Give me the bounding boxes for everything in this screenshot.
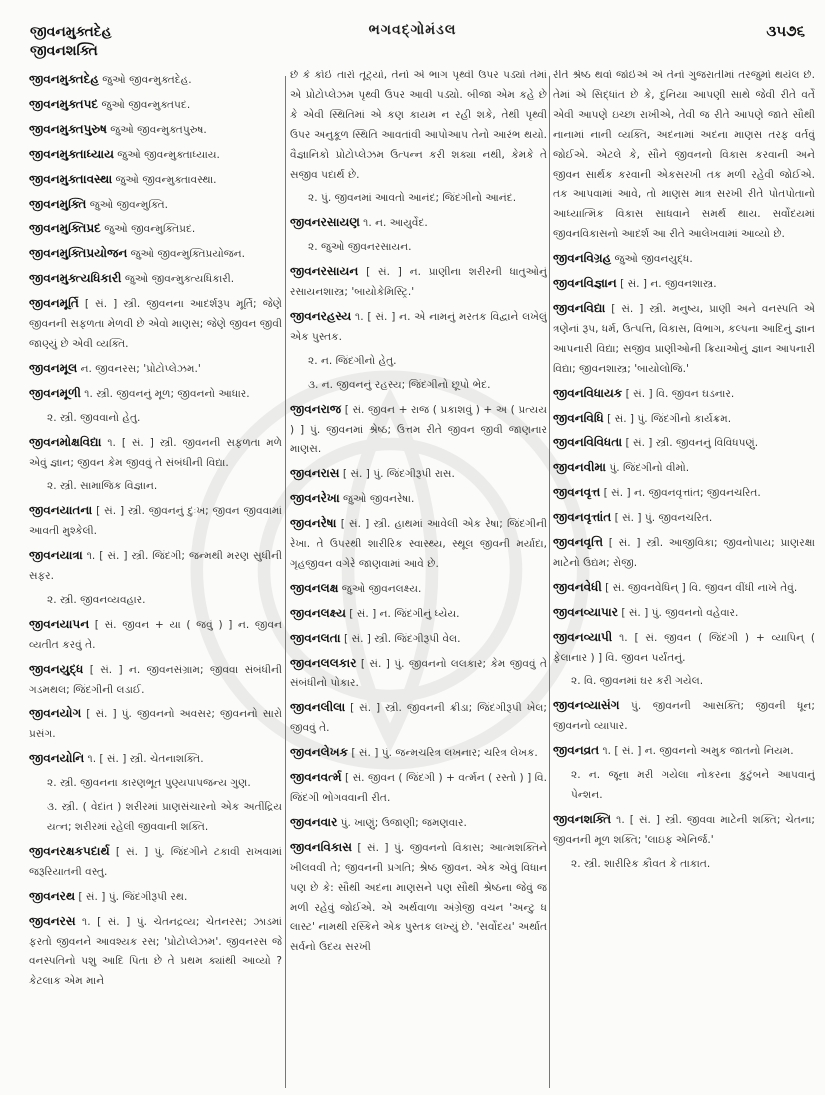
definition-text: [ સં. ] પું. જિંદગીને ટકાવી રાખવામાં જરૂરિયાતની વસ્તુ.: [29, 845, 282, 878]
definition-text: [ સં. ] સ્ત્રી. મનુષ્ય, પ્રાણી અને વનસ્પતિ એ ત્રણેનાં રૂપ, ધર્મ, ઉત્પત્તિ, વિકાસ, વિભાગ, કલ્પના આદિનું જ્ઞાન આપનારી વિદ્યા; સજીવ પ્રાણીઓની ક્રિયાઓનું જ્ઞાન આપનારી વિદ્યા; જીવનશાસ્ત્ર; 'બાયોલોજિ.': [553, 302, 815, 375]
definition-text: [ સં. જીવનવેધિન્ ] વિ. જીવન વીંધી નાખે તેવું.: [601, 581, 798, 594]
headword: જીવનવર્ત્મ: [290, 770, 342, 785]
definition-text: ૩. સ્ત્રી. ( વેદાંત ) શરીરમાં પ્રાણસંચારનો એક અતીંદ્રિય યત્ન; શરીરમાં રહેલી જીવવાની શક્તિ.: [47, 801, 282, 833]
entry-sense: [47, 477, 282, 497]
definition-text: જુઓ જીવનરેષા.: [339, 493, 415, 506]
entry-sense: [308, 352, 547, 372]
headword: જીવનમૂળી: [29, 385, 81, 400]
headword: જીવનવૃત્ત: [553, 485, 601, 500]
dictionary-entry: [29, 842, 282, 883]
definition-text: [ સં. ] પું. જીવનચરિત.: [611, 512, 713, 525]
headword: જીવનમોક્ષવિદ્યા: [29, 434, 102, 449]
headword: જીવનરસાયણ: [290, 215, 360, 230]
definition-text: જુઓ જીવન્મુક્તિ.: [86, 198, 169, 211]
dictionary-entry: [290, 514, 547, 575]
dictionary-entry: [290, 464, 547, 485]
entry-sense: [571, 766, 815, 806]
definition-text: [ સં. ] ન. પ્રાણીના શરીરની ધાતુઓનું રસાયનશાસ્ત્ર; 'બાયોકેમિસ્ટ્રિ.': [290, 266, 547, 299]
headword: જીવનવીમા: [553, 460, 606, 475]
definition-text: ૧. [ સં. ] સ્ત્રી. જીવવા માટેની શક્તિ; ચેતના; જીવનની મૂળ શક્તિ; 'લાઇફ એનિર્જ.': [553, 813, 815, 846]
dictionary-entry: [290, 654, 547, 695]
definition-text: ૧. [ સં. ] સ્ત્રી. જિંદગી; જન્મથી મરણ સુધીની સફર.: [29, 550, 282, 583]
dictionary-entry: [290, 629, 547, 650]
entry-sense: [571, 672, 815, 692]
page-header: [0, 0, 825, 70]
definition-text: પું. જિંદગીનો વીમો.: [605, 462, 690, 475]
headword: જીવનવિવિધતા: [553, 435, 623, 450]
definition-text: ૧. [ સં. જીવન ( જિંદગી ) + વ્યાપિન્ ( ફેલાનાર ) ] વિ. જીવન પર્યંતનું.: [553, 631, 815, 664]
headword: જીવનમુક્ત્યધિકારી: [29, 271, 122, 286]
dictionary-entry: [29, 546, 282, 587]
headword: જીવનરેષા: [290, 516, 337, 531]
dictionary-entry: [553, 810, 815, 851]
dictionary-entry: [553, 628, 815, 669]
headword: જીવનરેખા: [290, 491, 340, 506]
headword: જીવનયાપન: [29, 616, 90, 631]
definition-text: ન. જીવનરસ; 'પ્રોટોપ્લેઝમ.': [77, 362, 201, 375]
definition-text: ૧. ન. આયુર્વેદ.: [359, 217, 428, 230]
dictionary-entry: [290, 698, 547, 739]
definition-text: ૨. જુઓ જીવનરસાયન.: [308, 241, 412, 254]
dictionary-entry: [553, 741, 815, 762]
definition-text: [ સં. ] પું. જિંદગીનો કાર્યક્રમ.: [603, 412, 732, 425]
dictionary-entry: [290, 213, 547, 234]
definition-text: રીતે શ્રેષ્ઠ થવો જોઈએ એ તેનો ગુજરાતીમાં તરજુમો થયેલ છે. તેમાં એ સિદ્ધાંત છે કે, દુનિયા આપણી સાથે જેવી રીતે વર્તે એવી આપણે ઇચ્છા રાખીએ, તેવી જ રીતે આપણે જાતે સૌથી નાનામાં નાની વ્યક્તિ, અદનામાં અદના માણસ તરફ વર્તવું જોઈએ. એટલે કે, સૌને જીવનનો વિકાસ કરવાની અને જીવન સાર્થક કરવાની એકસરખી તક મળી રહેવી જોઈએ. તક આપવામાં આવે, તો માણસ માત્ર સરખી રીતે પોતપોતાનો આધ્યાત્મિક વિકાસ સાધવાને સમર્થ થાય. સર્વોદયમાં જીવનવિકાસનો આદર્શ આ રીતે આલેખવામાં આવ્યો છે.: [553, 70, 815, 241]
headword: જીવનલલકાર: [290, 655, 357, 670]
definition-text: જુઓ જીવન્મુક્ત્યધિકારી.: [121, 273, 235, 286]
headword: જીવનમુક્તપદ: [29, 96, 99, 111]
dictionary-entry: [29, 501, 282, 542]
dictionary-entry: [29, 384, 282, 405]
dictionary-entry: [290, 604, 547, 625]
definition-text: [ સં. ] ન. જિંદગીનું ધ્યેય.: [345, 607, 460, 620]
headword: જીવનયોગ: [29, 706, 82, 721]
dictionary-entry: [290, 743, 547, 764]
dictionary-entry: [29, 95, 282, 116]
dictionary-entry: [29, 170, 282, 191]
definition-text: ૨. વિ. જીવનમાં ઘર કરી ગયેલ.: [571, 675, 704, 688]
definition-text: ૨. ન. જિંદગીનો હેતુ.: [308, 354, 397, 367]
dictionary-entry: [290, 400, 547, 461]
dictionary-entry: [29, 219, 282, 240]
headword: જીવનરક્ષકપદાર્થ: [29, 843, 110, 858]
headword: જીવનવિદ્યા: [553, 300, 606, 315]
headword: જીવનવિજ્ઞાન: [553, 276, 617, 291]
entry-sense: [308, 189, 547, 209]
definition-text: [ સં. ] વિ. જીવન ઘડનાર.: [622, 387, 735, 400]
dictionary-entry: [553, 433, 815, 454]
dictionary-entry: [29, 433, 282, 474]
definition-text: છે કે કોઈ તારો તૂટ્યો, તેનો એ ભાગ પૃથ્વી ઉપર પડ્યો તેમાં એ પ્રોટોપ્લેઝમ પૃથ્વી ઉપર આવી પડ્યો. બીજા એમ કહે છે કે એવી સ્થિતિમાં એ કણ કાયમ ન રહી શકે, તેથી પૃથ્વી ઉપર અનુકૂળ સ્થિતિ આવતાંવી આપોઆપ તેનો આરંભ થયો. વૈજ્ઞાનિકો પ્રોટોપ્લેઝમ ઉત્પન્ન કરી શક્યા નથી, કેમકે તે સજીવ પદાર્થ છે.: [290, 70, 547, 181]
definition-text: ૧. [ સં. ] સ્ત્રી. ચેતનાશક્તિ.: [84, 753, 204, 766]
headword: જીવનલક્ષ્ય: [290, 605, 346, 620]
definition-text: [ સં. ] સ્ત્રી. જીવનના આદર્શરૂપ મૂર્તિ; જેણે જીવનની સફળતા મેળવી છે એવો માણસ; જેણે જીવન જીવી જાણ્યું છે એવી વ્યક્તિ.: [29, 298, 282, 350]
definition-text: ૧. [ સં. ] પું. ચેતનદ્રવ્ય; ચેતનરસ; ઝાડમાં ફરતો જીવનને આવશ્યક રસ; 'પ્રોટોપ્લેઝમ'. જીવનરસ જે વનસ્પતિનો પશુ આદિ પિતા છે તે પ્રથમ ક્યાંથી આવ્યો ? કેટલાક એમ માને: [29, 915, 282, 988]
definition-text: ૧. [ સં. ] સ્ત્રી. જીવનની સફળતા મળે એવું જ્ઞાન; જીવન કેમ જીવવું તે સંબંધીની વિદ્યા.: [29, 436, 282, 469]
headword: જીવનમૂર્તિ: [29, 296, 79, 311]
dictionary-entry: [29, 912, 282, 993]
definition-text: જુઓ જીવન્મુક્તપુરુષ.: [106, 123, 207, 136]
guide-word-bottom: જીવનશક્તિ: [30, 43, 98, 59]
entry-sense: [308, 238, 547, 258]
headword: જીવનવેધી: [553, 579, 602, 594]
definition-text: [ સં. ] ન. જીવનશાસ્ત્ર.: [616, 278, 717, 291]
definition-text: [ સં. જીવન ( જિંદગી ) + વર્ત્મન ( રસ્તો ) ] વિ. જિંદગી ભોગવવાની રીત.: [290, 772, 547, 804]
headword: જીવનવાર: [290, 814, 338, 829]
definition-text: [ સં. ] સ્ત્રી. હાથમાં આવેલી એક રેષા; જિંદગીની રેખા. તે ઉપરથી શારીરિક સ્વાસ્થ્ય, સ્થૂલ જીવની મર્યાદા, ગૃહજીવન વગેરે જાણવામાં આવે છે.: [290, 518, 547, 570]
headword: જીવનવિધિ: [553, 410, 604, 425]
headword: જીવનલીલા: [290, 700, 346, 715]
definition-text: ૧. [ સં. ] ન. જીવનનો અમુક જાતનો નિયમ.: [599, 745, 794, 758]
headword: જીવનલતા: [290, 630, 341, 645]
dictionary-entry: [290, 489, 547, 510]
dictionary-entry: [29, 359, 282, 380]
definition-text: જુઓ જીવનલક્ષ્ય.: [338, 582, 422, 595]
dictionary-entry: [290, 768, 547, 809]
headword: જીવનવિગ્રહ: [553, 251, 612, 266]
definition-text: જુઓ જીવન્મુક્તપદ.: [98, 98, 191, 111]
headword: જીવનમૂલ: [29, 360, 78, 375]
dictionary-entry: [553, 409, 815, 430]
definition-text: ૧. સ્ત્રી. જીવનનું મૂળ; જીવનનો આધાર.: [80, 387, 250, 400]
entries-column-middle: [290, 70, 547, 1088]
definition-text: જુઓ જીવન્મુક્તદેહ.: [98, 74, 192, 86]
dictionary-entry: [553, 533, 815, 574]
column-divider: [285, 76, 286, 1088]
headword: જીવનયાત્રા: [29, 548, 83, 563]
dictionary-entry: [290, 579, 547, 600]
guide-word-top: જીવનમુક્તદેહ: [30, 24, 112, 40]
definition-text: જુઓ જીવન્મુક્તિપ્રયોજન.: [127, 248, 246, 261]
definition-text: પું. જીવનની આસક્તિ; જીવની ધૂન; જીવનનો વ્યાપાર.: [553, 700, 815, 733]
dictionary-entry: [29, 195, 282, 216]
dictionary-entry: [290, 262, 547, 303]
running-title: ભગવદ્ગોમંડલ: [368, 22, 457, 38]
headword: જીવનરસ: [29, 913, 76, 928]
entry-sense: [308, 376, 547, 396]
headword: જીવનવિકાસ: [290, 839, 352, 854]
page-number: ૩૫૭૬: [766, 22, 805, 40]
dictionary-entry: [553, 299, 815, 380]
dictionary-entry: [553, 70, 815, 245]
headword: જીવનયાતના: [29, 503, 93, 518]
headword: જીવનવ્યાપાર: [553, 604, 618, 619]
dictionary-entry: [290, 70, 547, 185]
dictionary-entry: [553, 696, 815, 737]
dictionary-entry: [290, 813, 547, 834]
dictionary-entry: [29, 269, 282, 290]
headword: જીવનલક્ષ: [290, 580, 339, 595]
dictionary-entry: [553, 274, 815, 295]
headword: જીવનલેખક: [290, 745, 349, 760]
headword: જીવનમુક્તાધ્યાય: [29, 146, 114, 161]
headword: જીવનમુક્તિપ્રયોજન: [29, 246, 128, 261]
entries-column-right: [553, 70, 815, 1088]
dictionary-entry: [553, 508, 815, 529]
headword: જીવનરહસ્ય: [290, 308, 352, 323]
definition-text: [ સં. ] ન. જીવનસંગ્રામ; જીવવા સંબંધીની ગડમથલ; જિંદગીની લડાઈ.: [29, 663, 282, 696]
definition-text: [ સં. ] સ્ત્રી. આજીવિકા; જીવનોપાય; પ્રાણરક્ષા માટેનો ઉદ્યમ; રોજી.: [553, 537, 815, 569]
headword: જીવનવ્રત: [553, 743, 600, 758]
definition-text: પું. ખાણું; ઉજાણી; જમણવાર.: [337, 816, 467, 829]
definition-text: [ સં. ] પું. જિંદગીરૂપી રથ.: [75, 890, 188, 903]
headword: જીવનરસાયન: [290, 264, 359, 279]
dictionary-entry: [29, 244, 282, 265]
headword: જીવનવ્યાસંગ: [553, 698, 620, 713]
entry-sense: [47, 774, 282, 794]
dictionary-entry: [553, 603, 815, 624]
headword: જીવનરથ: [29, 888, 76, 903]
definition-text: ૨. ન. જૂના મરી ગયેલા નોકરના કુટુંબને આપવાનું પેન્શન.: [571, 769, 815, 801]
definition-text: જુઓ જીવનયુદ્ધ.: [611, 253, 693, 266]
definition-text: જુઓ જીવન્મુક્તાવસ્થા.: [112, 173, 217, 186]
headword: જીવનરાજ: [290, 401, 342, 416]
definition-text: [ સં. ] પું. જન્મચરિત્ર લખનાર; ચરિત્ર લેખક.: [348, 747, 538, 760]
definition-text: [ સં. ] પું. જીવનનો વિકાસ; આત્મશક્તિને ખીલવવી તે; જીવનની પ્રગતિ; શ્રેષ્ઠ જીવન. એક એવું વિધાન પણ છે કે: સૌથી અદના માણસને પણ સૌથી શ્રેષ્ઠના જેવું જ મળી રહેવું જોઈએ. એ અર્થવાળા અંગ્રેજી વચન 'અન્ટુ ધ લાસ્ટ' નામથી રસ્કિને એક પુસ્તક લખ્યું છે. 'સર્વોદય' અર્થાત સર્વનો ઉદય સરખી: [290, 841, 547, 954]
entries-column-left: [29, 70, 282, 1088]
headword: જીવનમુક્તાવસ્થા: [29, 171, 113, 186]
dictionary-entry: [29, 294, 282, 355]
entry-sense: [47, 798, 282, 838]
headword: જીવનરાસ: [290, 466, 340, 481]
definition-text: [ સં. જીવન + રાજ ( પ્રકાશવું ) + અ ( પ્રત્યય ) ] પું. જીવનમાં શ્રેષ્ઠ; ઉત્તમ રીતે જીવન જીવી જાણનાર માણસ.: [290, 403, 547, 456]
dictionary-entry: [553, 458, 815, 479]
dictionary-entry: [290, 307, 547, 348]
definition-text: ૨. સ્ત્રી. શારીરિક કૌવત કે તાકાત.: [571, 857, 711, 870]
definition-text: ૩. ન. જીવનનું રહસ્ય; જિંદગીનો છૂપો ભેદ.: [308, 378, 491, 391]
definition-text: ૨. પું. જીવનમાં આવતો આનંદ; જિંદગીનો આનંદ.: [308, 192, 517, 205]
headword: જીવનમુક્તિપ્રદ: [29, 221, 101, 236]
headword: જીવનવૃત્તાંત: [553, 510, 612, 525]
dictionary-entry: [29, 615, 282, 656]
definition-text: [ સં. ] પું. જીવનનો લલકાર; કેમ જીવવું તે સંબંધીનો પોકાર.: [290, 657, 547, 690]
definition-text: [ સં. જીવન + યા ( જવું ) ] ન. જીવન વ્યતીત કરવું તે.: [29, 618, 282, 651]
dictionary-entry: [29, 145, 282, 166]
headword: જીવનવ્યાપી: [553, 629, 613, 644]
dictionary-entry: [553, 483, 815, 504]
headword: જીવનવિધાયક: [553, 385, 623, 400]
definition-text: [ સં. ] પું. જિંદગીરૂપી રાસ.: [339, 468, 455, 481]
dictionary-entry: [553, 249, 815, 270]
definition-text: [ સં. ] ન. જીવનવૃત્તાંત; જીવનચરિત.: [600, 487, 761, 500]
dictionary-entry: [29, 660, 282, 701]
dictionary-entry: [29, 70, 282, 91]
dictionary-entry: [29, 887, 282, 908]
entry-sense: [47, 409, 282, 429]
entry-sense: [47, 591, 282, 611]
dictionary-entry: [553, 578, 815, 599]
definition-text: જુઓ જીવન્મુક્તિપ્રદ.: [100, 223, 196, 236]
definition-text: [ સં. ] પું. જીવનનો અવસર; જીવનનો સારો પ્રસંગ.: [29, 708, 282, 741]
definition-text: ૨. સ્ત્રી. જીવનના કારણભૂત પુણ્યપાપજન્ય ગુણ.: [47, 777, 251, 790]
definition-text: [ સં. ] સ્ત્રી. જીવનનું વિવિધપણું.: [622, 437, 759, 450]
definition-text: [ સં. ] પું. જીવનનો વહેવાર.: [617, 606, 739, 619]
definition-text: [ સં. ] સ્ત્રી. જીવનનું દુઃખ; જીવન જીવવામાં આવતી મુશ્કેલી.: [29, 505, 282, 538]
headword: જીવનશક્તિ: [553, 811, 612, 826]
headword: જીવનમુક્તિ: [29, 196, 87, 211]
definition-text: ૨. સ્ત્રી. જીવવાનો હેતુ.: [47, 411, 141, 424]
definition-text: ૧. [ સં. ] ન. એ નામનું મરતક વિદ્વાને લખેલું એક પુસ્તક.: [290, 310, 547, 343]
dictionary-entry: [553, 384, 815, 405]
headword: જીવનયોનિ: [29, 751, 85, 766]
headword: જીવનયુદ્ધ: [29, 661, 84, 676]
entry-sense: [571, 855, 815, 875]
dictionary-entry: [29, 749, 282, 770]
column-divider: [549, 76, 550, 1088]
headword: જીવનમુક્તપુરુષ: [29, 121, 107, 136]
dictionary-entry: [29, 120, 282, 141]
definition-text: ૨. સ્ત્રી. જીવનવ્યવહાર.: [47, 593, 146, 606]
headword: જીવનમુક્તદેહ: [29, 72, 99, 86]
definition-text: જુઓ જીવન્મુક્તાધ્યાય.: [113, 148, 220, 161]
definition-text: [ સં. ] સ્ત્રી. જિંદગીરૂપી વેલ.: [340, 632, 461, 645]
dictionary-entry: [29, 704, 282, 745]
definition-text: [ સં. ] સ્ત્રી. જીવનની ક્રીડા; જિંદગીરૂપી ખેલ; જીવવું તે.: [290, 702, 547, 735]
headword: જીવનવૃત્તિ: [553, 535, 604, 550]
dictionary-entry: [290, 838, 547, 958]
definition-text: ૨. સ્ત્રી. સામાજિક વિજ્ઞાન.: [47, 480, 158, 493]
